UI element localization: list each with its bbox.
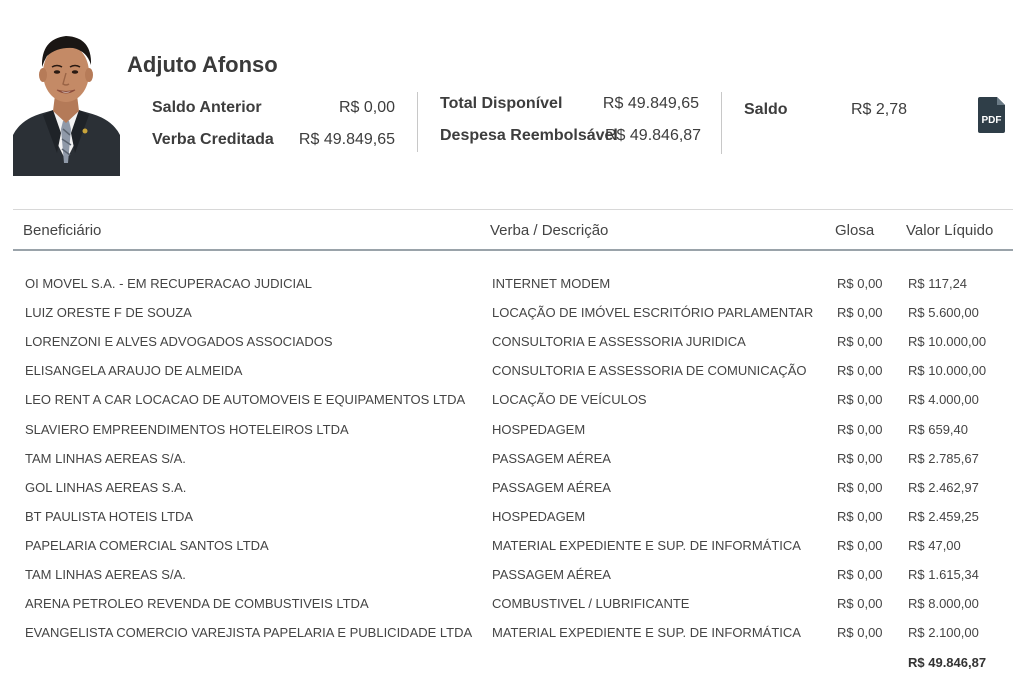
deputy-photo [13,23,120,176]
despesa-reembolsavel-label: Despesa Reembolsável [440,127,618,144]
cell-verba: PASSAGEM AÉREA [492,450,611,466]
header-beneficiario[interactable]: Beneficiário [23,222,102,239]
cell-beneficiario: GOL LINHAS AEREAS S.A. [25,479,187,495]
summary-divider-2 [721,92,722,154]
table-row [13,625,1013,654]
cell-verba: MATERIAL EXPEDIENTE E SUP. DE INFORMÁTICA [492,625,801,641]
header-valor[interactable]: Valor Líquido [906,222,994,239]
table-row [13,451,1013,480]
cell-beneficiario: ARENA PETROLEO REVENDA DE COMBUSTIVEIS LTDA [25,596,369,612]
cell-valor: R$ 1.615,34 [908,567,979,582]
cell-glosa: R$ 0,00 [837,392,883,408]
deputy-name: Adjuto Afonso [127,52,278,77]
deputy-portrait-image [13,23,120,176]
cell-verba: MATERIAL EXPEDIENTE E SUP. DE INFORMÁTICA [492,537,801,553]
saldo-anterior-value: R$ 0,00 [338,99,395,116]
cell-valor: R$ 2.459,25 [908,508,979,524]
cell-valor: R$ 659,40 [908,421,968,437]
cell-verba: CONSULTORIA E ASSESSORIA DE COMUNICAÇÃO [492,363,807,379]
cell-valor: R$ 117,24 [908,276,968,291]
cell-verba: PASSAGEM AÉREA [492,567,611,582]
cell-verba: INTERNET MODEM [492,276,611,291]
cell-glosa: R$ 0,00 [837,450,883,466]
cell-glosa: R$ 0,00 [837,537,883,553]
cell-glosa: R$ 0,00 [837,276,883,291]
cell-valor: R$ 10.000,00 [908,363,987,379]
summary-divider-1 [417,92,418,152]
cell-beneficiario: LORENZONI E ALVES ADVOGADOS ASSOCIADOS [25,334,333,350]
cell-beneficiario: SLAVIERO EMPREENDIMENTOS HOTELEIROS LTDA [25,421,349,437]
deputy-header [0,0,1024,200]
cell-beneficiario: TAM LINHAS AEREAS S/A. [25,450,186,466]
cell-verba: HOSPEDAGEM [492,421,586,437]
table-top-rule [13,209,1013,210]
cell-beneficiario: PAPELARIA COMERCIAL SANTOS LTDA [25,537,269,553]
header-verba[interactable]: Verba / Descrição [490,222,609,239]
cell-beneficiario: LUIZ ORESTE F DE SOUZA [25,305,192,321]
saldo-value: R$ 2,78 [850,101,907,118]
cell-beneficiario: BT PAULISTA HOTEIS LTDA [25,508,194,524]
cell-beneficiario: TAM LINHAS AEREAS S/A. [25,567,186,582]
cell-beneficiario: OI MOVEL S.A. - EM RECUPERACAO JUDICIAL [25,276,313,291]
cell-glosa: R$ 0,00 [837,334,883,350]
cell-beneficiario: LEO RENT A CAR LOCACAO DE AUTOMOVEIS E EQUIPAMENTOS LTDA [25,392,466,408]
pdf-download-icon[interactable] [978,97,1005,133]
cell-valor: R$ 2.785,67 [908,450,979,466]
table-row [13,363,1013,392]
table-row [13,567,1013,596]
table-row [13,596,1013,625]
cell-verba: HOSPEDAGEM [492,508,586,524]
cell-glosa: R$ 0,00 [837,596,883,612]
table-row [13,392,1013,421]
cell-verba: LOCAÇÃO DE VEÍCULOS [492,392,647,408]
table-row [13,276,1013,305]
cell-verba: LOCAÇÃO DE IMÓVEL ESCRITÓRIO PARLAMENTAR [492,305,814,321]
cell-valor: R$ 4.000,00 [908,392,979,408]
cell-glosa: R$ 0,00 [837,305,883,321]
cell-glosa: R$ 0,00 [837,625,883,641]
table-row [13,305,1013,334]
cell-valor: R$ 2.462,97 [908,479,979,495]
cell-glosa: R$ 0,00 [837,508,883,524]
total-disponivel-value: R$ 49.849,65 [602,95,699,112]
cell-valor: R$ 5.600,00 [908,305,979,321]
table-row [13,334,1013,363]
pdf-icon-text: PDF [981,115,1002,126]
table-row [13,538,1013,567]
table-row [13,480,1013,509]
table-total: R$ 49.846,87 [908,655,987,670]
table-header-rule [13,249,1013,251]
cell-verba: PASSAGEM AÉREA [492,479,611,495]
table-row [13,422,1013,451]
cell-glosa: R$ 0,00 [837,363,883,379]
cell-verba: CONSULTORIA E ASSESSORIA JURIDICA [492,334,746,350]
despesa-reembolsavel-value: R$ 49.846,87 [605,127,702,144]
header-glosa[interactable]: Glosa [835,222,875,239]
cell-verba: COMBUSTIVEL / LUBRIFICANTE [492,596,690,612]
verba-creditada-value: R$ 49.849,65 [298,131,395,148]
cell-valor: R$ 47,00 [908,537,961,553]
cell-beneficiario: EVANGELISTA COMERCIO VAREJISTA PAPELARIA E PUBLICIDADE LTDA [25,625,473,641]
total-disponivel-label: Total Disponível [440,95,563,112]
cell-glosa: R$ 0,00 [837,479,883,495]
verba-creditada-label: Verba Creditada [152,131,274,148]
cell-valor: R$ 8.000,00 [908,596,979,612]
cell-glosa: R$ 0,00 [837,567,883,582]
cell-beneficiario: ELISANGELA ARAUJO DE ALMEIDA [25,363,243,379]
cell-valor: R$ 10.000,00 [908,334,987,350]
table-row [13,509,1013,538]
cell-valor: R$ 2.100,00 [908,625,979,641]
cell-glosa: R$ 0,00 [837,421,883,437]
saldo-anterior-label: Saldo Anterior [152,99,262,116]
saldo-label: Saldo [744,101,788,118]
